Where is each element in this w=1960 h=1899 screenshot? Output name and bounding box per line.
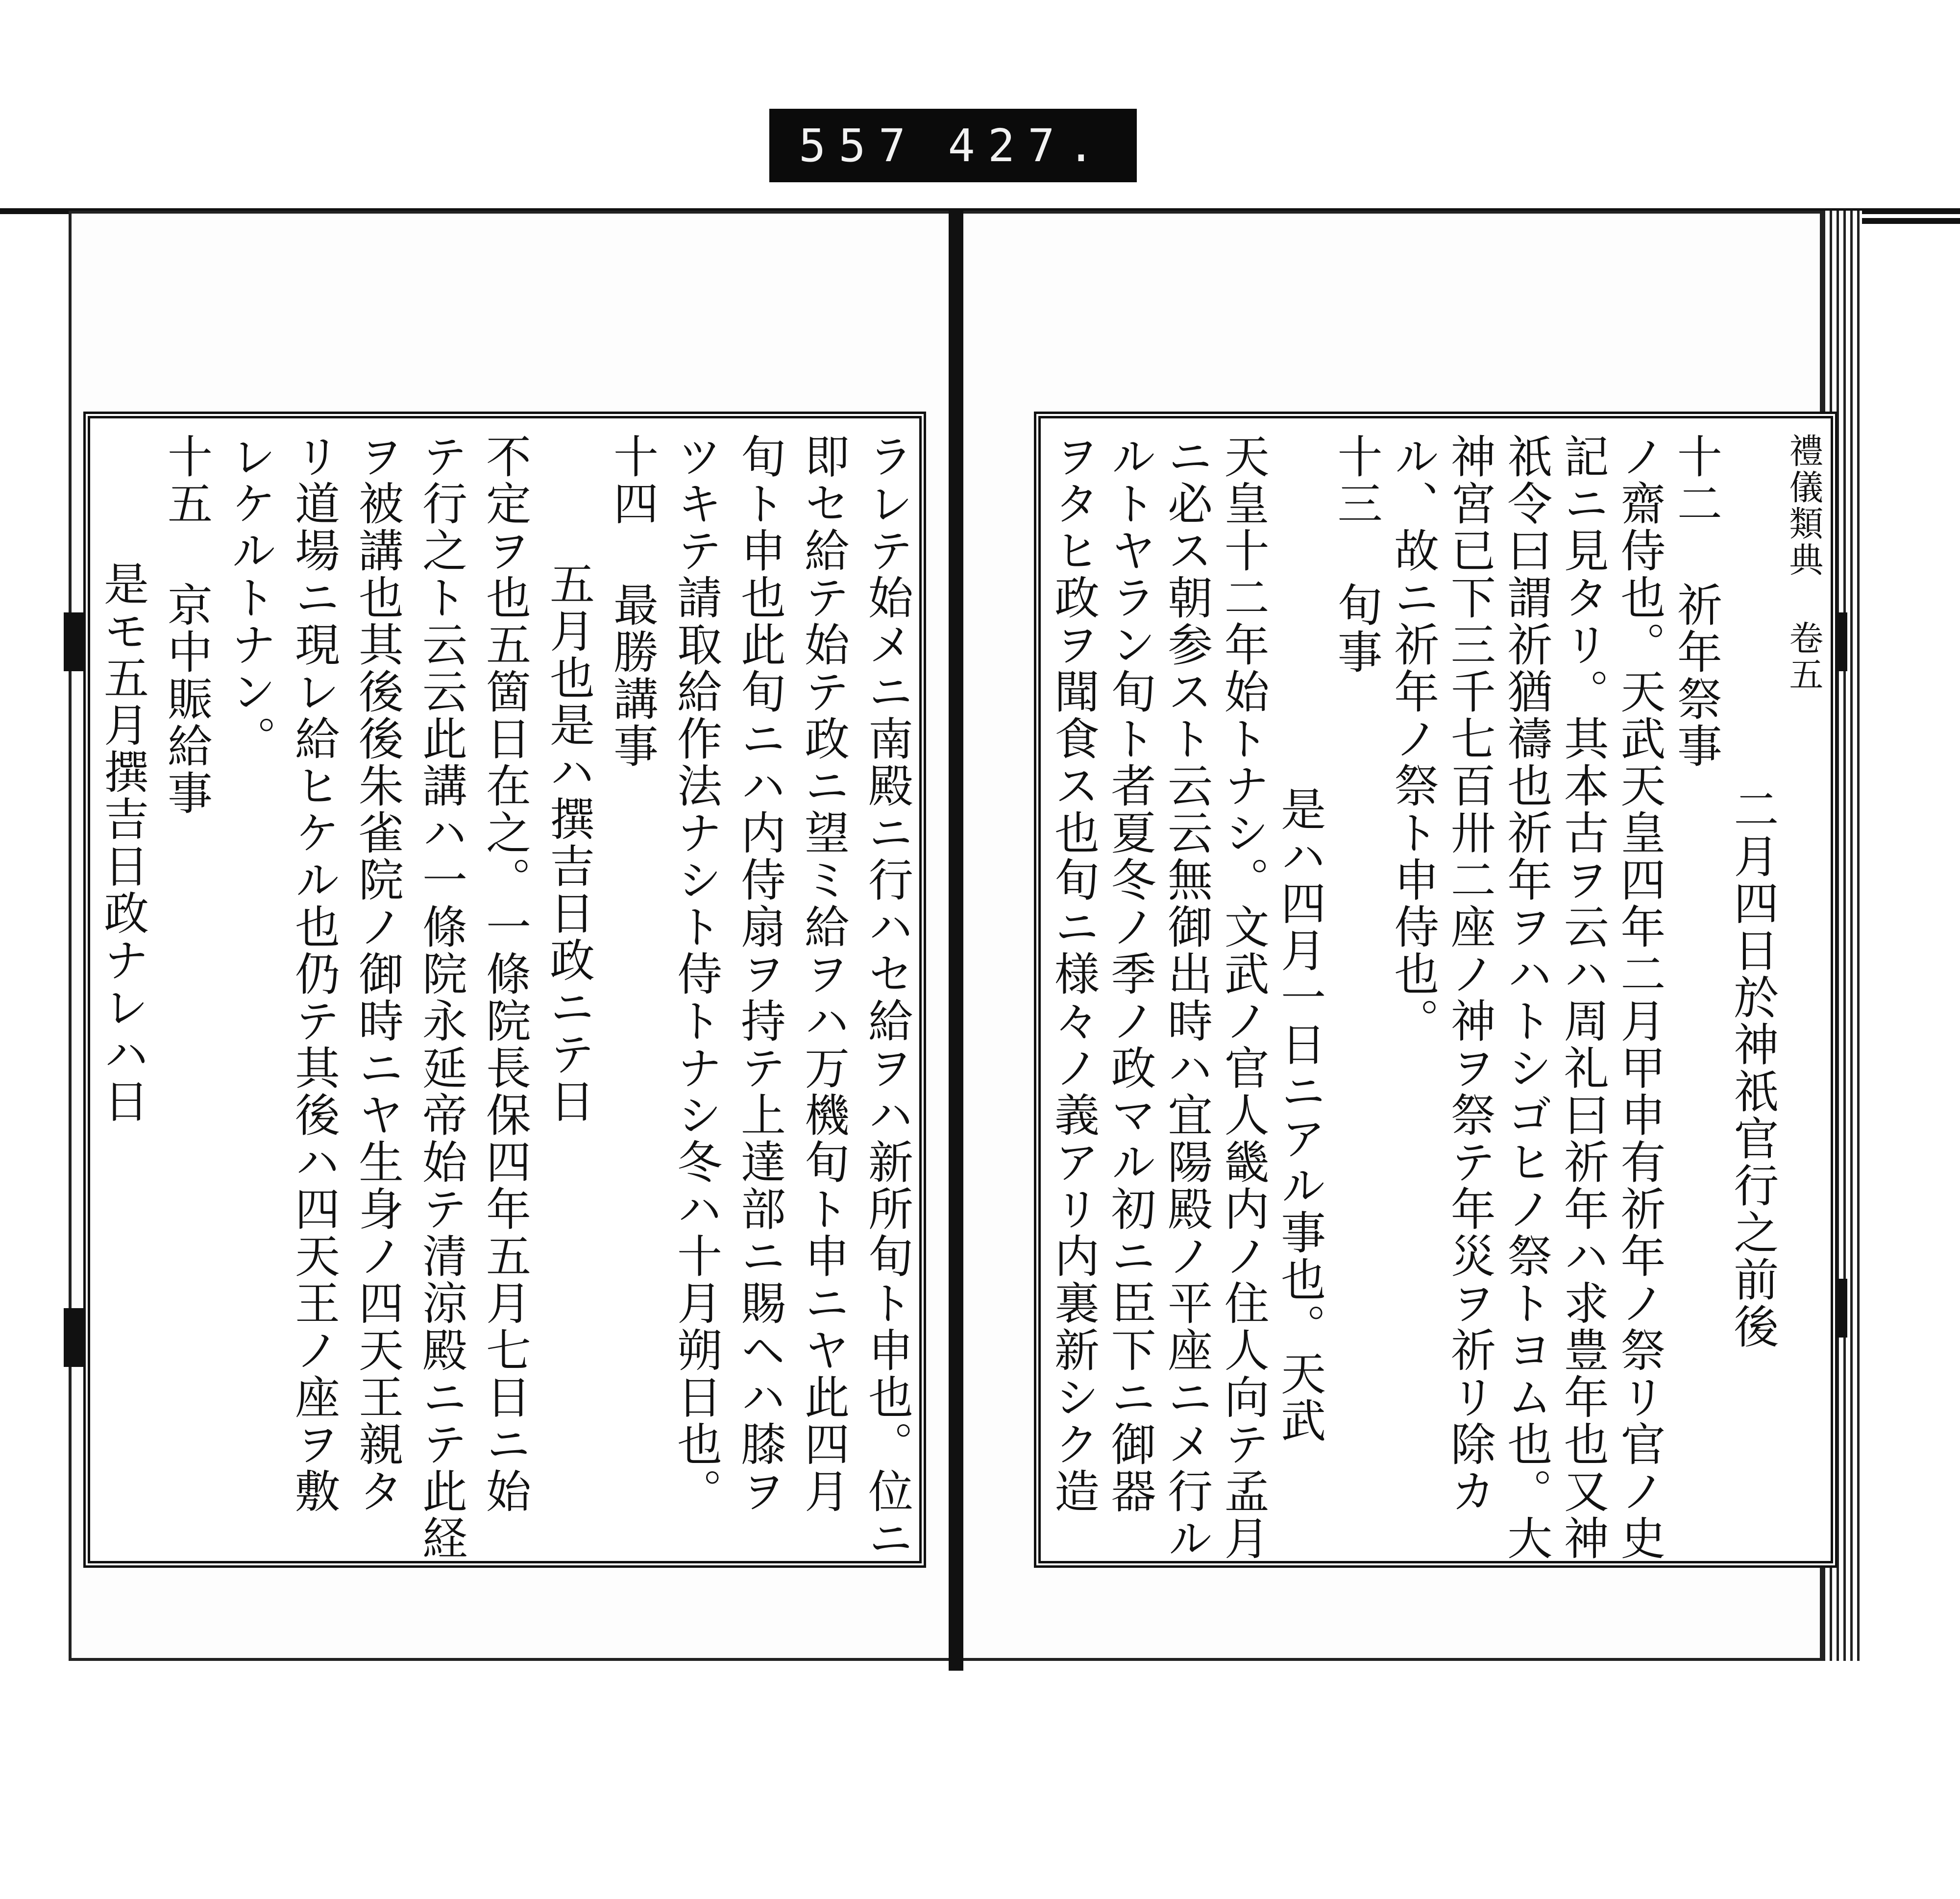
- text-column: ツキテ請取給作法ナシト侍トナシ冬ハ十月朔日也。: [670, 433, 722, 1515]
- right-page-columns: [1047, 433, 1824, 1562]
- book-gutter: [949, 211, 963, 1671]
- text-column: ニ必ス朝参スト云云無御出時ハ宜陽殿ノ平座ニメ行ル: [1160, 433, 1213, 1562]
- text-column: 不定ヲ也五箇日在之。一條院長保四年五月七日ニ始: [479, 433, 531, 1515]
- text-column: リ道場ニ現レ給ヒケル也仍テ其後ハ四天王ノ座ヲ敷: [288, 433, 340, 1515]
- text-column: 即セ給テ始テ政ニ望ミ給ヲハ万機旬ト申ニヤ此四月: [797, 433, 850, 1515]
- section-heading: 十二 祈年祭事: [1669, 433, 1722, 770]
- left-page-columns: [97, 433, 913, 1562]
- left-page-text-frame: [83, 412, 926, 1568]
- section-heading: 十四 最勝講事: [606, 433, 659, 770]
- text-column: 二月四日於神祇官行之前後: [1726, 786, 1779, 1350]
- text-column: ラレテ始メニ南殿ニ行ハセ給ヲハ新所旬ト申也。位ニ: [861, 433, 913, 1562]
- text-column: 天皇十二年始トナシ。文武ノ官人畿内ノ住人向テ孟月: [1217, 433, 1270, 1562]
- text-column: ヲ被講也其後後朱雀院ノ御時ニヤ生身ノ四天王親タ: [351, 433, 404, 1515]
- text-column: 是ハ四月一日ニアル事也。天武: [1274, 786, 1326, 1444]
- text-column: レケルトナン。: [224, 433, 276, 762]
- section-heading: 十五 京中賑給事: [160, 433, 213, 817]
- text-column: ルトヤラン旬ト者夏冬ノ季ノ政マル初ニ臣下ニ御器: [1103, 433, 1156, 1515]
- text-column: 是モ五月撰吉日政ナレハ日: [97, 560, 149, 1125]
- text-column: 五月也是ハ撰吉日政ニテ日: [542, 560, 595, 1125]
- text-column: ル、故ニ祈年ノ祭ト申侍也。: [1387, 433, 1440, 1045]
- text-column: 旬ト申也此旬ニハ内侍扇ヲ持テ上達部ニ賜ヘハ膝ヲ: [734, 433, 786, 1515]
- text-column: ヲタヒ政ヲ聞食ス也旬ニ様々ノ義アリ内裏新シク造: [1047, 433, 1100, 1515]
- catalog-number-left: 557: [799, 119, 919, 172]
- section-heading: 十三 旬事: [1330, 433, 1383, 676]
- catalog-number-right: 427.: [948, 119, 1107, 172]
- text-column: 祇令曰謂祈猶禱也祈年ヲハトシゴヒノ祭トヨム也。大: [1500, 433, 1553, 1562]
- text-column: ノ齋侍也。天武天皇四年二月甲申有祈年ノ祭リ官ノ史: [1613, 433, 1666, 1562]
- text-column: テ行之ト云云此講ハ一條院永延帝始テ清涼殿ニテ此経: [415, 433, 467, 1562]
- text-column: 神宮已下三千七百卅二座ノ神ヲ祭テ年災ヲ祈リ除カ: [1443, 433, 1496, 1515]
- catalog-label: [769, 109, 1137, 182]
- right-page-text-frame: [1034, 412, 1838, 1568]
- text-column: 記ニ見タリ。其本古ヲ云ハ周礼曰祈年ハ求豊年也又神: [1556, 433, 1609, 1562]
- right-page-header: 禮儀類典 卷五: [1783, 433, 1824, 693]
